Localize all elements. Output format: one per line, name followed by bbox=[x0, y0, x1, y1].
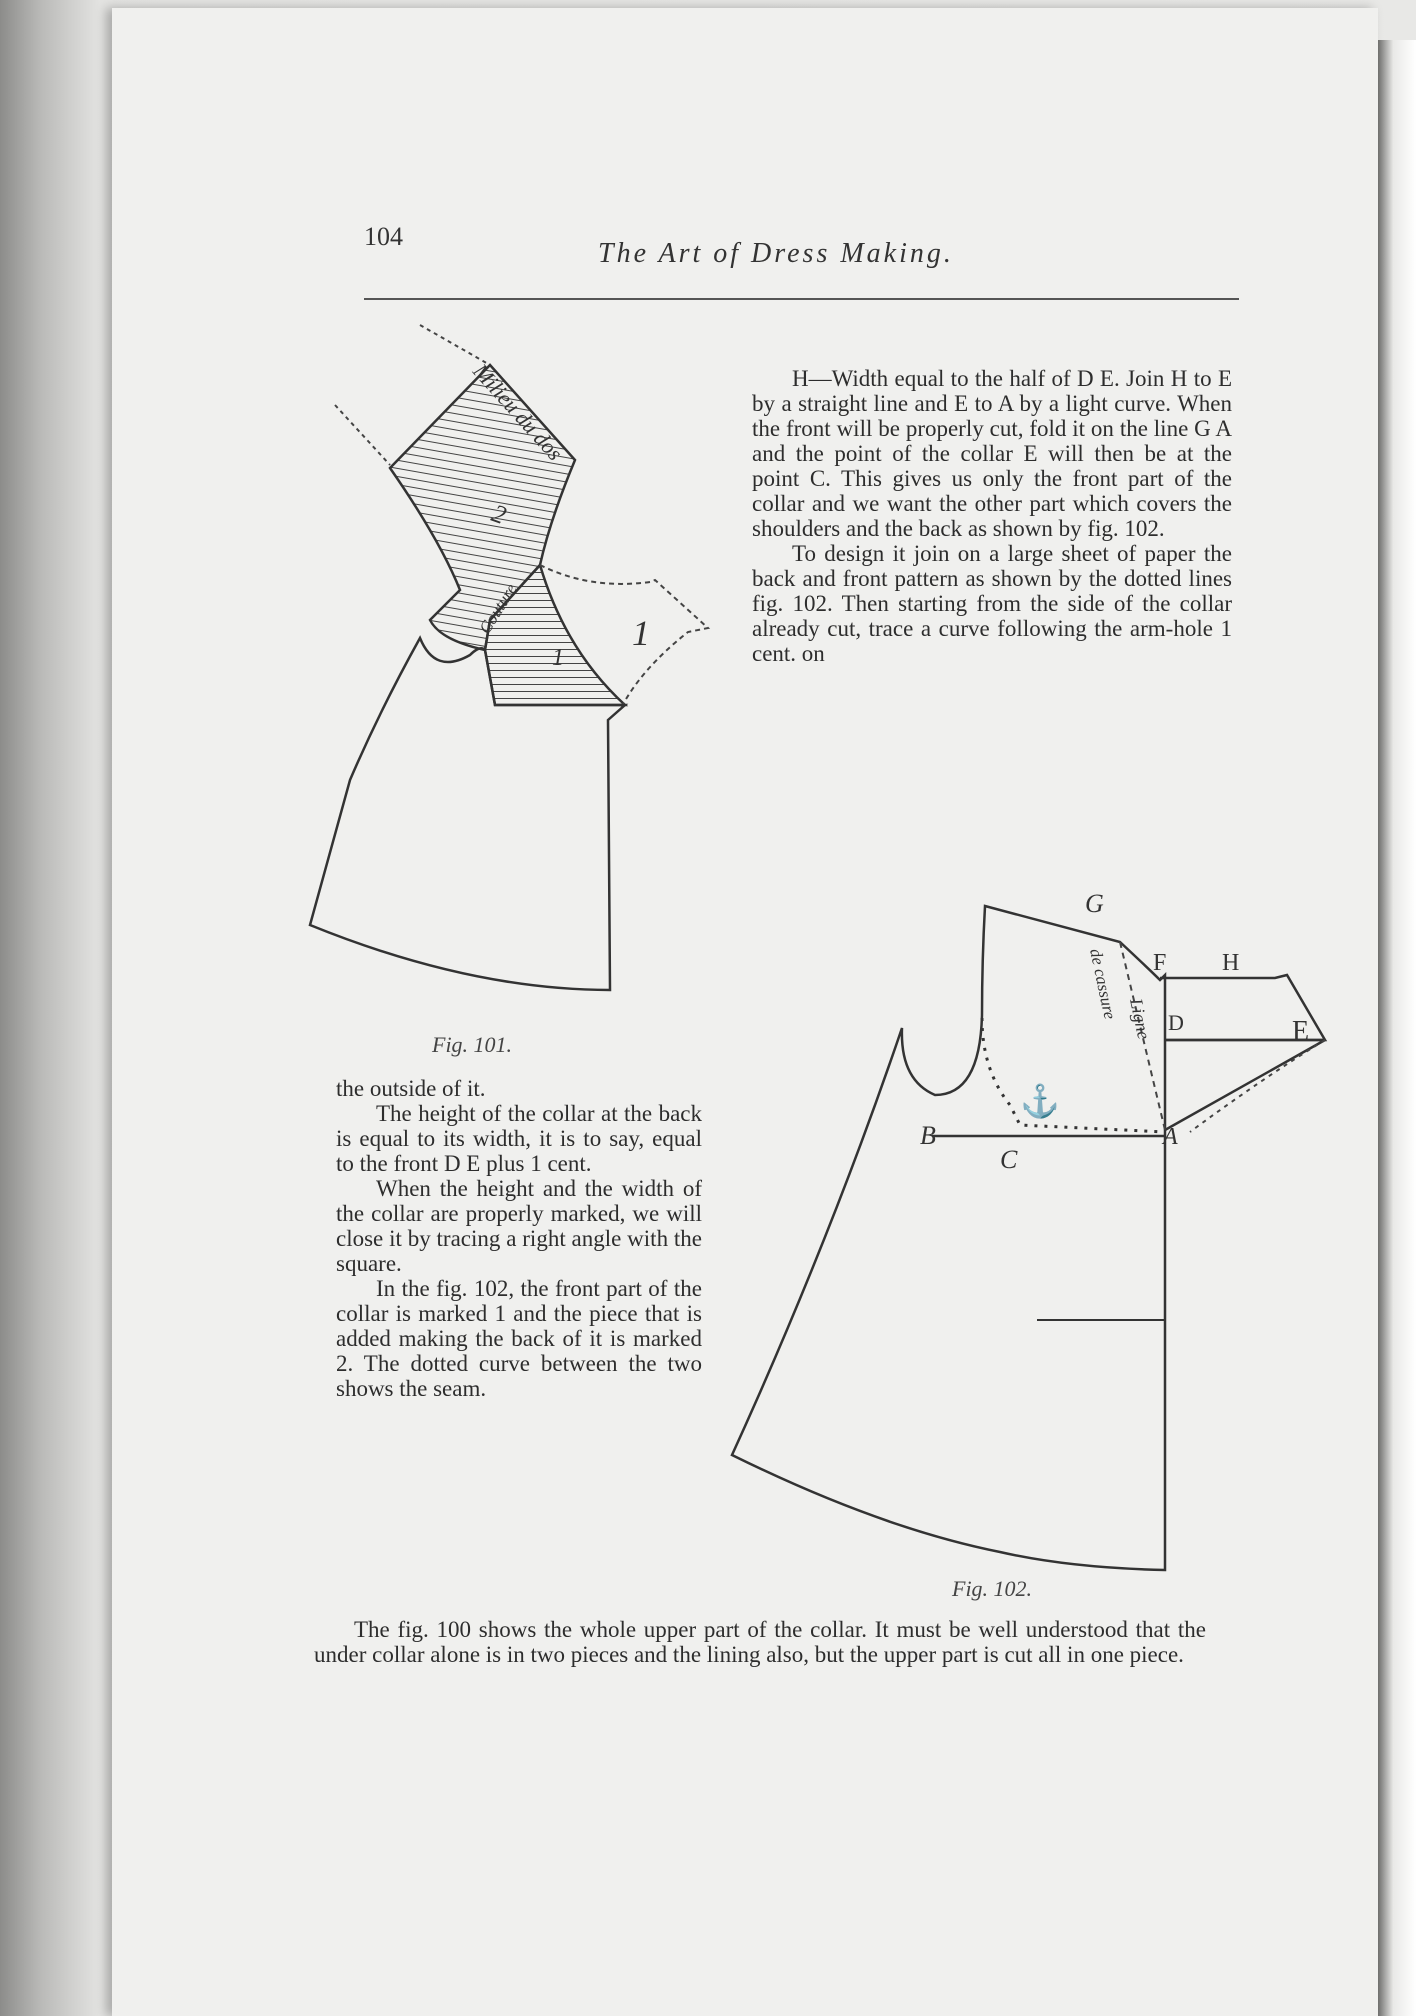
fig102-point-f: F bbox=[1153, 950, 1167, 976]
fig102-point-b: B bbox=[920, 1121, 936, 1150]
fig101-label-1-large: 1 bbox=[632, 613, 650, 653]
paragraph-close-collar: When the height and the width of the collar are properly marked, we will close it by tracing a right angle with the square. bbox=[336, 1176, 702, 1276]
fig101-label-2: 2 bbox=[487, 498, 511, 531]
page-number: 104 bbox=[364, 222, 403, 251]
fig102-label-ligne: Ligne bbox=[1126, 996, 1155, 1041]
fig101-label-back-middle: Milieu du dos bbox=[468, 358, 568, 466]
fig102-point-a: A bbox=[1163, 1124, 1178, 1150]
fig102-label-cassure: de cassure bbox=[1086, 946, 1120, 1021]
fig101-label-seam: Couture bbox=[475, 580, 521, 638]
fig101-label-1-small: 1 bbox=[552, 645, 564, 671]
fig102-point-e: E bbox=[1292, 1016, 1310, 1047]
fig101-caption: Fig. 101. bbox=[432, 1032, 513, 1057]
figure-102 bbox=[720, 880, 1320, 1590]
fig102-anchor-mark: ⚓ bbox=[1020, 1083, 1060, 1119]
fig102-dotted-collar-curve bbox=[1190, 1040, 1325, 1132]
paragraph-outside: the outside of it. bbox=[336, 1076, 486, 1101]
fig102-point-c: C bbox=[1000, 1145, 1018, 1174]
fig102-caption: Fig. 102. bbox=[952, 1576, 1033, 1601]
paragraph-upper-collar: The fig. 100 shows the whole upper part of the collar. It must be well understood that the under collar alone is in two pieces and the lining also, but the upper part is cut all in one piece. bbox=[314, 1617, 1206, 1667]
fig102-point-h: H bbox=[1222, 950, 1240, 976]
figure-101 bbox=[290, 320, 720, 1020]
text-closing bbox=[314, 1617, 1206, 1667]
fig102-point-d: D bbox=[1168, 1010, 1184, 1035]
header-rule bbox=[364, 298, 1239, 300]
text-column-left bbox=[336, 1076, 702, 1401]
fig102-point-g: G bbox=[1085, 889, 1104, 918]
paragraph-collar-height: The height of the collar at the back is equal to its width, it is to say, equal to the front D E plus 1 cent. bbox=[336, 1101, 702, 1176]
fig102-curve-e-a bbox=[1165, 1040, 1325, 1130]
text-column-right bbox=[752, 366, 1232, 666]
running-title: The Art of Dress Making. bbox=[598, 238, 954, 269]
paragraph-design-collar: To design it join on a large sheet of paper the back and front pattern as shown by the dotted lines fig. 102. Then starting from the side of the collar already cut, trace a curve following the arm-hole 1 cent. on bbox=[752, 541, 1232, 666]
page-edge bbox=[1378, 40, 1416, 2016]
paragraph-fig102-marks: In the fig. 102, the front part of the collar is marked 1 and the piece that is added making the back of it is marked 2. The dotted curve between the two shows the seam. bbox=[336, 1276, 702, 1401]
paragraph-collar-width: H—Width equal to the half of D E. Join H to E by a straight line and E to A by a light curve. When the front will be properly cut, fold it on the line G A and the point of the collar E will then be at the point C. This gives us only the front part of the collar and we want the other part which covers the shoulders and the back as shown by fig. 102. bbox=[752, 366, 1232, 541]
